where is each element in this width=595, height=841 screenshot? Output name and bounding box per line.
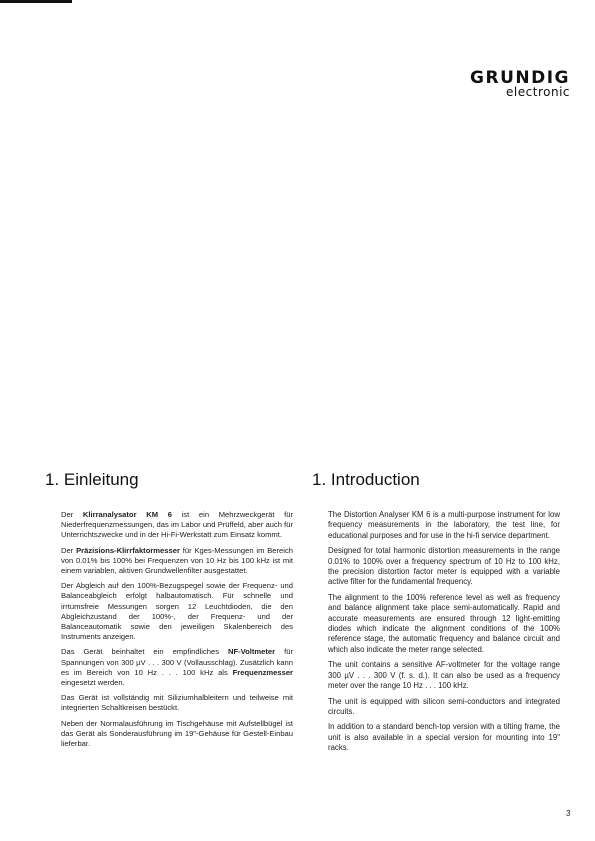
english-column: [312, 470, 562, 759]
de-p4-bold-1: NF-Voltmeter: [228, 647, 276, 657]
de-p1-text-c: ist ein Mehrzweckgerät für Niederfrequenzmessungen, das im Labor und Prüffeld, aber auch für Unterrichtszwecke und in der Hi-Fi-Werkstatt zum Einsatz kommt.: [61, 510, 293, 540]
logo-brand: GRUNDIG: [470, 68, 570, 88]
de-p1-text-a: Der: [61, 510, 83, 519]
de-p4-text-c: für Spannungen von 300 µV . . . 300 V (Vollausschlag). Zusätzlich kann es im Bereich von 10 Hz . . . 100 kHz als: [61, 647, 293, 677]
en-paragraph-6: In addition to a standard bench-top version with a tilting frame, the unit is also available in a special version for mounting into 19" racks.: [328, 722, 560, 753]
german-column: [45, 470, 295, 754]
de-paragraph-4: [61, 647, 293, 688]
de-p4-bold-2: Frequenzmesser: [232, 667, 293, 677]
logo-subtitle: electronic: [506, 85, 570, 99]
en-paragraph-4: The unit contains a sensitive AF-voltmeter for the voltage range 300 µV . . . 300 V (f. s. d.). It can also be used as a frequency meter over the range 10 Hz . . . 100 kHz.: [328, 660, 560, 691]
de-p2-text-c: für Kges-Messungen im Bereich von 0.01% bis 100% bei Frequenzen von 10 Hz bis 100 kHz ist mit einem variablen, aktiven Grundwellenfilter ausgestattet.: [61, 545, 293, 576]
scan-edge-mark: [0, 0, 72, 3]
page-number: 3: [566, 809, 571, 818]
de-p4-text-e: eingesetzt werden.: [61, 678, 125, 688]
german-body: [45, 510, 293, 749]
de-paragraph-5: Das Gerät ist vollständig mit Siliziumhalbleitern und teilweise mit integrierten Schaltkreisen bestückt.: [61, 693, 293, 713]
de-p4-text-a: Das Gerät beinhaltet ein empfindliches: [61, 647, 228, 657]
english-body: [312, 510, 560, 754]
en-paragraph-5: The unit is equipped with silicon semi-conductors and integrated circuits.: [328, 696, 560, 716]
de-p1-bold: Klirranalysator KM 6: [82, 510, 172, 519]
de-p2-text-a: Der: [61, 545, 77, 555]
en-paragraph-3: The alignment to the 100% reference level as well as frequency and balance alignment take place semi-automatically. Rapid and accurate measurements are ensured through 12 light-emitting diodes which indicate the alignment conditions of the 100% reference stage, the automatic frequency and balance circuit and which also indicate the meter range selected.: [328, 592, 560, 654]
german-heading: 1. Einleitung: [45, 470, 139, 489]
de-p2-bold: Präzisions-Klirrfaktormesser: [76, 545, 180, 555]
de-paragraph-2: [61, 546, 293, 577]
grundig-logo: [420, 70, 570, 99]
de-paragraph-6: Neben der Normalausführung im Tischgehäuse mit Aufstellbügel ist das Gerät als Sonderausführung im 19"-Gehäuse für Gestell-Einbau lieferbar.: [61, 718, 293, 749]
english-heading: 1. Introduction: [312, 470, 420, 489]
en-paragraph-2: Designed for total harmonic distortion measurements in the range 0.01% to 100% over a frequency spectrum of 10 Hz to 100 kHz, the precision distortion factor meter is equipped with a variable active filter for the fundamental frequency.: [328, 546, 560, 587]
de-paragraph-3: Der Abgleich auf den 100%-Bezugspegel sowie der Frequenz- und Balanceabgleich erfolgt halbautomatisch. Für schnelle und irrtumsfreie Messungen sorgen 12 Leuchtdioden, die den Abgleichzustand der 100%-, der Frequenz- und der Balanceautomatik sowie den jeweiligen Skalenbereich des Instruments anzeigen.: [61, 581, 293, 642]
de-paragraph-1: [61, 510, 293, 541]
en-paragraph-1: The Distortion Analyser KM 6 is a multi-purpose instrument for low frequency measurements in the laboratory, the test line, for educational purposes and for use in the hi-fi service department.: [328, 510, 560, 540]
